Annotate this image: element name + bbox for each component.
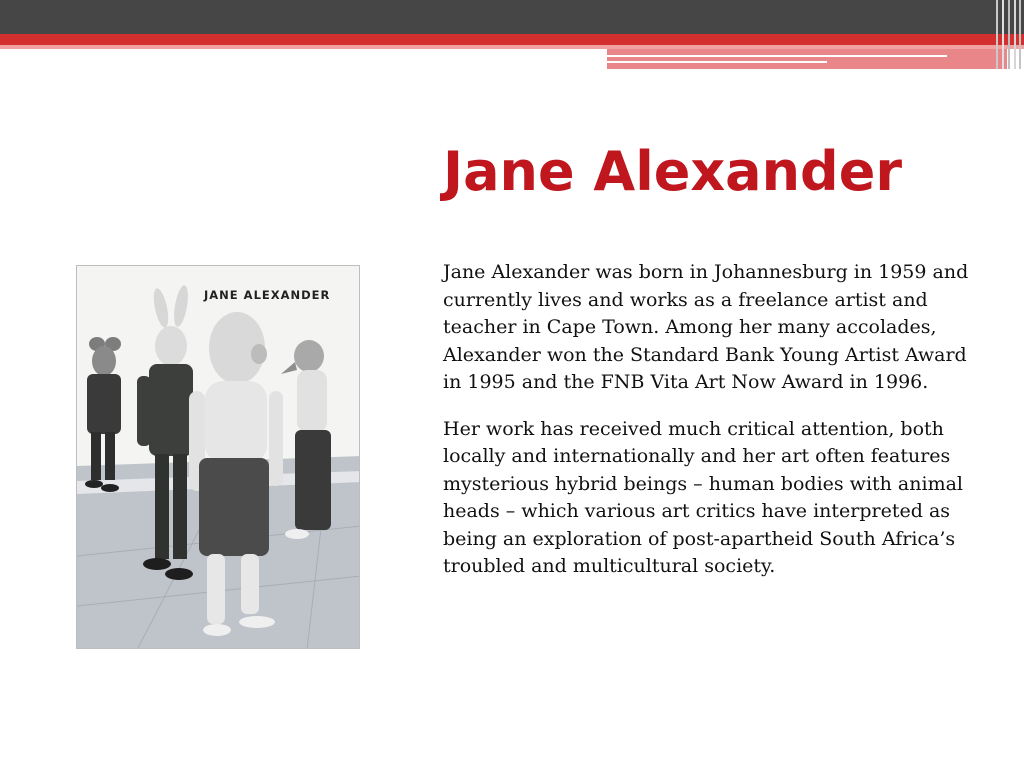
header-accent-bar [607,49,1007,69]
slide-body [443,259,983,600]
header-red-band [0,34,1024,45]
header-stripe [1008,0,1010,69]
header-stripe [1019,0,1021,69]
body-paragraph: Jane Alexander was born in Johannesburg in 1959 and currently lives and works as a freelance artist and teacher in Cape Town. Among her many accolades, Alexander won the Standard Bank Young Artist Award in 1995 and the FNB Vita Art Now Award in 1996. [443,261,969,393]
sculpture-figures-illustration [77,266,360,649]
cover-title: JANE ALEXANDER [204,288,331,302]
header-stripe [1014,0,1016,69]
book-cover-image [76,265,360,649]
header-accent-line [607,61,827,63]
header-accent-line [607,55,947,57]
slide-title: Jane Alexander [443,140,902,203]
header-stripe [996,0,998,69]
header-dark-band [0,0,1024,34]
body-paragraph: Her work has received much critical attention, both locally and internationally and her art often features mysterious hybrid beings – human bodies with animal heads – which various art critics have interpreted as being an exploration of post-apartheid South Africa’s troubled and multicultural society. [443,417,963,577]
header-stripe [1002,0,1004,69]
